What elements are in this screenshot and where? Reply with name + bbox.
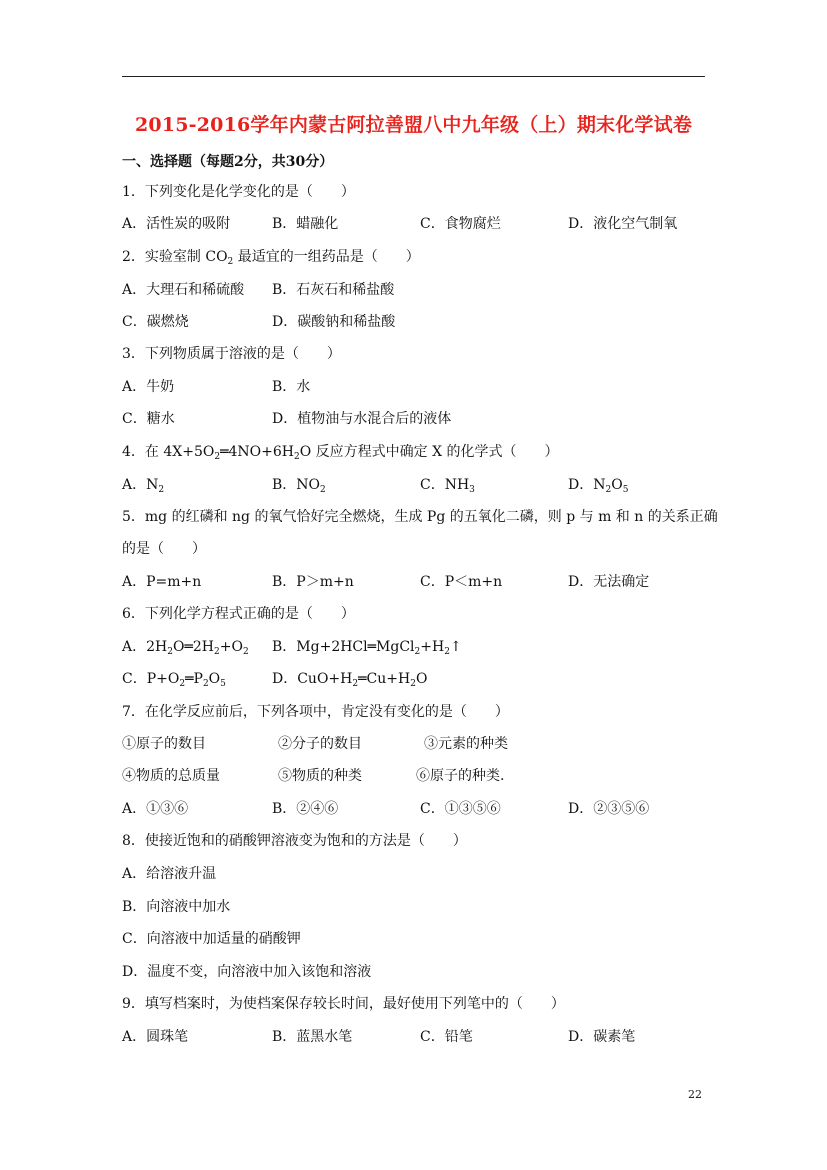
q7-option-d: D．②③⑤⑥ — [568, 801, 650, 817]
q7-item-2: ②分子的数目 — [278, 736, 362, 752]
q7-item-6: ⑥原子的种类. — [416, 768, 505, 784]
q1-option-d: D．液化空气制氧 — [568, 216, 678, 232]
q6-option-a: A．$2H_2O═2H_2+O_2$ — [122, 639, 249, 657]
q1-option-c: C．食物腐烂 — [420, 216, 501, 232]
q9-option-b: B．蓝黑水笔 — [272, 1029, 353, 1045]
q4-option-c: C．$NH_3$ — [420, 477, 475, 495]
q5-option-d: D．无法确定 — [568, 574, 650, 590]
question-4-stem: 4．在 $4X+5O_2═4NO+6H_2O$ 反应方程式中确定 X 的化学式（ ） — [122, 444, 559, 462]
q3-option-b: B．水 — [272, 379, 311, 395]
question-8-stem: 8．使接近饱和的硝酸钾溶液变为饱和的方法是（ ） — [122, 833, 467, 849]
q2-option-a: A．大理石和稀硫酸 — [122, 282, 245, 298]
q8-option-a: A．给溶液升温 — [122, 866, 217, 882]
question-1-stem: 1．下列变化是化学变化的是（ ） — [122, 184, 355, 200]
q6-option-d: D．$CuO+H_2═Cu+H_2O$ — [272, 671, 428, 689]
q6-option-c: C．$P+O_2═P_2O_5$ — [122, 671, 226, 689]
question-3-stem: 3．下列物质属于溶液的是（ ） — [122, 346, 341, 362]
header-rule — [122, 76, 705, 77]
q5-option-c: C．P＜m+n — [420, 574, 503, 590]
q9-option-c: C．铅笔 — [420, 1029, 473, 1045]
q8-option-d: D．温度不变，向溶液中加入该饱和溶液 — [122, 964, 372, 980]
question-2-stem: 2．实验室制 $CO_2$ 最适宜的一组药品是（ ） — [122, 249, 420, 267]
q4-option-d: D．$N_2O_5$ — [568, 477, 629, 495]
q7-item-3: ③元素的种类 — [424, 736, 508, 752]
q5-option-a: A．P=m+n — [122, 574, 202, 590]
q5-option-b: B．P＞m+n — [272, 574, 354, 590]
q2-option-c: C．碳燃烧 — [122, 314, 189, 330]
q3-option-c: C．糖水 — [122, 411, 175, 427]
page-number: 22 — [688, 1088, 702, 1101]
q7-item-1: ①原子的数目 — [122, 736, 206, 752]
section-heading: 一、选择题（每题2分，共30分） — [122, 154, 334, 170]
q8-option-c: C．向溶液中加适量的硝酸钾 — [122, 931, 301, 947]
q9-option-a: A．圆珠笔 — [122, 1029, 189, 1045]
question-6-stem: 6．下列化学方程式正确的是（ ） — [122, 606, 355, 622]
question-9-stem: 9．填写档案时，为使档案保存较长时间，最好使用下列笔中的（ ） — [122, 996, 565, 1012]
q6-option-b: B．$Mg+2HCl═MgCl_2+H_2↑$ — [272, 639, 462, 657]
q9-option-d: D．碳素笔 — [568, 1029, 636, 1045]
question-5-stem-line-1: 5．mg 的红磷和 ng 的氧气恰好完全燃烧，生成 Pg 的五氧化二磷，则 p 与 m 和 n 的关系正确 — [122, 509, 718, 525]
q3-option-a: A．牛奶 — [122, 379, 175, 395]
q4-option-a: A．$N_2$ — [122, 477, 165, 495]
q2-option-b: B．石灰石和稀盐酸 — [272, 282, 395, 298]
q4-option-b: B．$NO_2$ — [272, 477, 326, 495]
q3-option-d: D．植物油与水混合后的液体 — [272, 411, 452, 427]
question-7-stem: 7．在化学反应前后，下列各项中，肯定没有变化的是（ ） — [122, 704, 509, 720]
q8-option-b: B．向溶液中加水 — [122, 899, 231, 915]
q1-option-b: B．蜡融化 — [272, 216, 339, 232]
question-5-stem-line-2: 的是（ ） — [122, 541, 206, 557]
q2-option-d: D．碳酸钠和稀盐酸 — [272, 314, 396, 330]
q7-item-5: ⑤物质的种类 — [278, 768, 362, 784]
q7-option-c: C．①③⑤⑥ — [420, 801, 501, 817]
q7-option-a: A．①③⑥ — [122, 801, 189, 817]
q7-item-4: ④物质的总质量 — [122, 768, 220, 784]
page-title: 2015-2016学年内蒙古阿拉善盟八中九年级（上）期末化学试卷 — [134, 114, 693, 136]
q7-option-b: B．②④⑥ — [272, 801, 339, 817]
q1-option-a: A．活性炭的吸附 — [122, 216, 231, 232]
